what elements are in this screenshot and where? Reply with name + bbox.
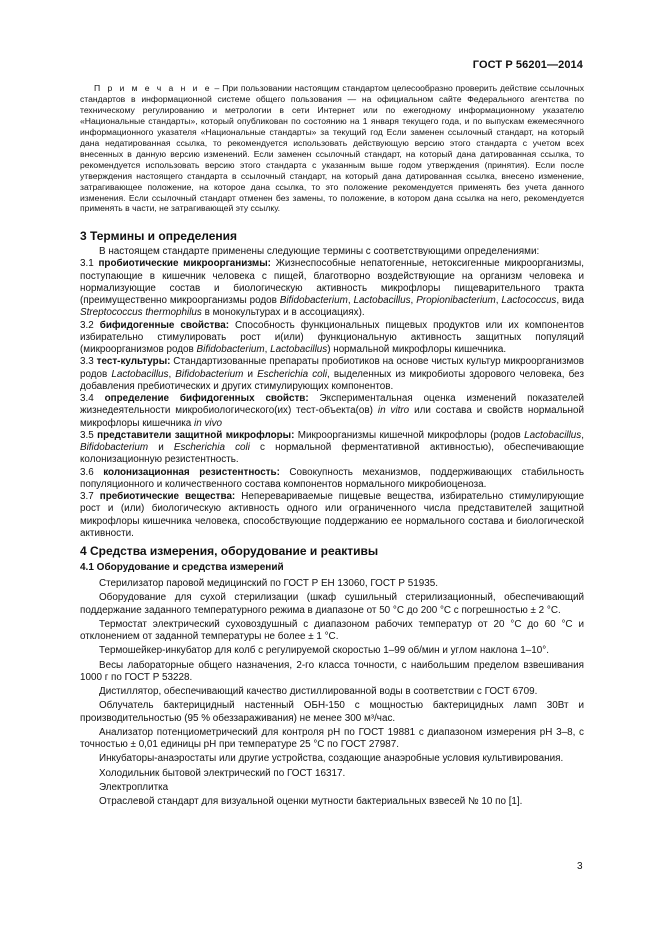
equipment-item: Стерилизатор паровой медицинский по ГОСТ Р ЕН 13060, ГОСТ Р 51935.	[99, 578, 438, 589]
term-3-2: 3.2 бифидогенные свойства: Способность функциональных пищевых продуктов или их компонентов избирательно стимулировать рост и(или) функциональную активность защитных популяций (микроорганизмов родов Bifidobacterium, Lactobacillus) нормальной микрофлоры кишечника.	[80, 319, 584, 355]
term-name: пребиотические вещества:	[99, 491, 236, 502]
term-name: тест-культуры:	[96, 356, 171, 368]
term-name: пробиотические микроорганизмы:	[98, 258, 271, 270]
equipment-item: Облучатель бактерицидный настенный ОБН-150 с мощностью бактерицидных ламп 30Вт и производительностью (95 % обеззараживания) не менее 300 м³/час.	[80, 700, 584, 724]
main-content	[80, 229, 584, 810]
document-code-header: ГОСТ Р 56201—2014	[472, 59, 583, 71]
term-name: определение бифидогенных свойств:	[104, 393, 309, 404]
term-name: бифидогенные свойства:	[99, 319, 229, 331]
section-4-heading: 4 Средства измерения, оборудование и реактивы	[80, 544, 379, 558]
equipment-item: Электроплитка	[99, 781, 169, 793]
equipment-item: Анализатор потенциометрический для контроля рН по ГОСТ 19881 с диапазоном измерения рН 3–8, с точностью ± 0,01 единицы рН при температуре 25 °С по ГОСТ 27987.	[80, 726, 584, 750]
term-name: колонизационная резистентность:	[103, 466, 280, 478]
page-number: 3	[577, 861, 583, 872]
equipment-item: Инкубаторы-анаэростаты или другие устройства, создающие анаэробные условия культивирования.	[99, 753, 564, 765]
section-3-heading: 3 Термины и определения	[80, 229, 238, 243]
note-text: – При пользовании настоящим стандартом целесообразно проверить действие ссылочных стандартов в информационной системе общего пользования — на официальном сайте Федерального агентства по техническому регулированию и метрологии в сети Интернет или по ежегодному информационному указателю «Национальные стандарты», который опубликован по состоянию на 1 января текущего года, и по выпускам ежемесячного информационного указателя «Национальные стандарты» за текущий год Если заменен ссылочный стандарт, на который дана недатированная ссылка, то рекомендуется использовать действующую версию этого стандарта с учетом всех внесенных в данную версию изменений. Если заменен ссылочный стандарт, на который дана датированная ссылка, то рекомендуется использовать версию этого стандарта с указанным выше годом утверждения (принятия). Если после утверждения настоящего стандарта в ссылочный стандарт, на который дана датированная ссылка, внесено изменение, затрагивающее положение, на которое дана ссылка, то это положение рекомендуется применять без учета данного изменения. Если ссылочный стандарт отменен без замены, то положение, в котором дана ссылка на него, рекомендуется применять в части, не затрагивающей эту ссылку.	[80, 83, 584, 214]
term-3-6: 3.6 колонизационная резистентность: Совокупность механизмов, поддерживающих стабильность популяционного и количественного состава компонентов нормального микробиоценоза.	[80, 466, 584, 490]
section-3-intro: В настоящем стандарте применены следующие термины с соответствующими определениями:	[99, 246, 540, 257]
equipment-item: Термостат электрический суховоздушный с диапазоном рабочих температур от 20 °С до 60 °С и отклонением от заданной температуры не более ± 1 °С.	[80, 618, 584, 642]
term-3-7: 3.7 пребиотические вещества: Неперевариваемые пищевые вещества, избирательно стимулирующие рост и (или) биологическую активность одного или ограниченного числа представителей защитной микрофлоры кишечника человека, способствующие поддержанию ее нормального состава и биологической активности.	[80, 491, 585, 539]
equipment-list	[80, 578, 584, 808]
term-name: представители защитной микрофлоры:	[97, 429, 295, 441]
equipment-item: Отраслевой стандарт для визуальной оценки мутности бактериальных взвесей № 10 по [1].	[99, 796, 523, 807]
equipment-item: Термошейкер-инкубатор для колб с регулируемой скоростью 1–99 об/мин и углом наклона 1–10°.	[99, 645, 549, 657]
term-3-5: 3.5 представители защитной микрофлоры: Микроорганизмы кишечной микрофлоры (родов Lactobacillus, Bifidobacterium и Escherichia coli с нормальной ферментативной активностью), обеспечивающие колонизационную резистентность.	[80, 429, 584, 466]
note-label: П р и м е ч а н и е	[94, 83, 212, 93]
term-3-1: 3.1 пробиотические микроорганизмы: Жизнеспособные непатогенные, нетоксигенные микроорганизмы, поступающие в кишечник человека с пищей, благотворно воздействующие на организм человека и нормализующие состав и биологическую активность микрофлоры пищеварительного тракта (преимущественно микроорганизмы родов Bifidobacterium, Lactobacillus, Propionibacterium, Lactococcus, вида Streptococcus thermophilus в монокультурах и в ассоциациях).	[80, 258, 584, 319]
note-paragraph	[80, 83, 584, 214]
term-3-4: 3.4 определение бифидогенных свойств: Экспериментальная оценка изменений показателей жизнедеятельности микробиологического(их) тест-объекта(ов) in vitro или состава и свойств нормальной микрофлоры кишечника in vivo	[80, 393, 584, 429]
equipment-item: Оборудование для сухой стерилизации (шкаф сушильный стерилизационный, обеспечивающий поддержание заданного температурного режима в диапазоне от 50 °С до 200 °С с погрешностью ± 2 °С.	[80, 592, 584, 616]
equipment-item: Холодильник бытовой электрический по ГОСТ 16317.	[99, 767, 346, 779]
equipment-item: Весы лабораторные общего назначения, 2-го класса точности, с наибольшим пределом взвешивания 1000 г по ГОСТ Р 53228.	[80, 659, 584, 683]
term-3-3: 3.3 тест-культуры: Стандартизованные препараты пробиотиков на основе чистых культур микроорганизмов родов Lactobacillus, Bifidobacterium и Escherichia coli, выделенных из микробиоты здорового человека, без добавления пребиотических и других стимулирующих компонентов.	[80, 356, 584, 392]
terms-list	[80, 258, 584, 540]
equipment-item: Дистиллятор, обеспечивающий качество дистиллированной воды в соответствии с ГОСТ 6709.	[99, 686, 538, 697]
section-4-1-heading: 4.1 Оборудование и средства измерений	[80, 562, 284, 573]
